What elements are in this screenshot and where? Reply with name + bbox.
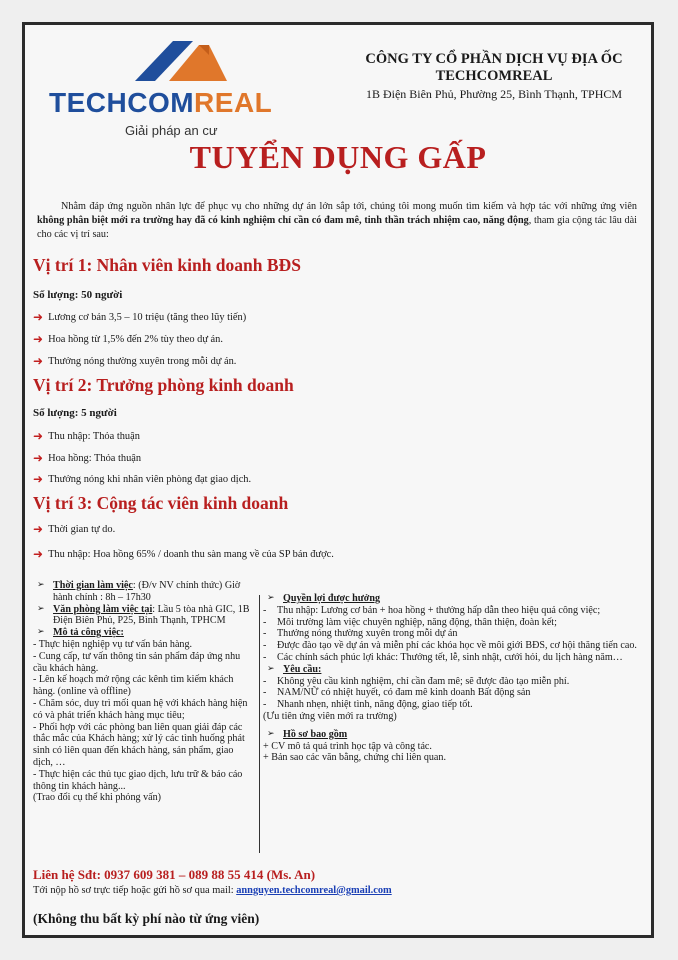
arrowhead-icon: ➢ xyxy=(267,593,275,603)
submit-text: Tới nộp hồ sơ trực tiếp hoặc gửi hồ sơ qua mail: xyxy=(33,885,237,896)
contact-phone: Liên hệ Sđt: 0937 609 381 – 089 88 55 414 (Ms. An) xyxy=(33,867,316,882)
requirement-item: - Nhanh nhẹn, nhiệt tình, năng động, giao tiếp tốt. xyxy=(263,699,473,711)
job-description-item: - Thực hiện nghiệp vụ tư vấn bán hàng. xyxy=(33,638,193,650)
job-description-label: Mô tả công việc: xyxy=(53,627,124,639)
position-2-quantity: Số lượng: 5 người xyxy=(33,407,117,419)
position-1-bullet: ➜ Hoa hồng từ 1,5% đến 2% tùy theo dự án. xyxy=(33,332,223,346)
requirements-header xyxy=(263,664,653,676)
requirement-item: - Không yêu cầu kinh nghiệm, chỉ cần đam mê; sẽ được đào tạo miễn phí. xyxy=(263,675,570,687)
email-link[interactable]: annguyen.techcomreal@gmail.com xyxy=(236,885,392,896)
position-2-bullet: ➜ Thu nhập: Thỏa thuận xyxy=(33,429,140,443)
logo-wordmark xyxy=(49,87,272,119)
job-description-item: - Chăm sóc, duy trì mối quan hệ với khách hàng hiện có và phát triển khách hàng mục tiêu; xyxy=(33,697,248,721)
position-3-title: Vị trí 3: Cộng tác viên kinh doanh xyxy=(33,493,289,513)
office-text: : Lầu 5 tòa nhà GIC, 1B Điện Biên Phủ, P25, Bình Thạnh, TPHCM xyxy=(53,603,250,627)
job-description-item: - Lên kế hoạch mở rộng các kênh tìm kiếm khách hàng. (online và offline) xyxy=(33,674,234,698)
documents-label: Hồ sơ bao gồm xyxy=(283,728,348,740)
no-fee-notice: (Không thu bất kỳ phí nào từ ứng viên) xyxy=(33,911,260,926)
job-details-column xyxy=(33,580,255,804)
work-time-text: : (Đ/v NV chính thức) Giờ hành chính : 8h – 17h30 xyxy=(53,580,241,603)
company-name-line1: CÔNG TY CỔ PHẦN DỊCH VỤ ĐỊA ỐC xyxy=(365,51,623,67)
arrow-right-icon: ➜ xyxy=(33,310,44,324)
job-description-header xyxy=(33,627,255,639)
position-1-quantity: Số lượng: 50 người xyxy=(33,289,123,301)
requirement-item: - NAM/NỮ có nhiệt huyết, có đam mê kinh doanh Bất động sản xyxy=(263,687,531,699)
company-address: 1B Điện Biên Phủ, Phường 25, Bình Thạnh, TPHCM xyxy=(365,87,623,101)
work-time-label: Thời gian làm việc xyxy=(53,580,133,591)
job-description-item: - Phối hợp với các phòng ban liên quan giải đáp các thắc mắc của Khách hàng; xử lý các tình huống phát sinh có liên quan đến khách hàng, sản phẩm, giao dịch, … xyxy=(33,721,245,768)
arrow-right-icon: ➜ xyxy=(33,472,44,486)
arrow-right-icon: ➜ xyxy=(33,522,44,536)
benefit-item: - Thu nhập: Lương cơ bản + hoa hồng + thưởng hấp dẫn theo hiệu quả công việc; xyxy=(263,604,601,616)
arrowhead-icon: ➢ xyxy=(267,728,275,739)
arrow-right-icon: ➜ xyxy=(33,547,44,561)
arrowhead-icon: ➢ xyxy=(267,663,275,674)
requirements-note: (Ưu tiên ứng viên mới ra trường) xyxy=(263,710,397,722)
document-item: + Bản sao các văn bằng, chứng chỉ liên quan. xyxy=(263,752,446,764)
arrowhead-icon: ➢ xyxy=(37,603,45,614)
arrowhead-icon: ➢ xyxy=(37,627,45,638)
benefits-header xyxy=(263,593,653,605)
work-time-item xyxy=(33,580,255,604)
job-description-item: - Cung cấp, tư vấn thông tin sản phẩm đáp ứng nhu cầu khách hàng. xyxy=(33,650,241,674)
arrow-right-icon: ➜ xyxy=(33,429,44,443)
house-roof-icon xyxy=(135,41,239,87)
logo-tagline: Giải pháp an cư xyxy=(125,123,218,138)
company-name xyxy=(333,51,655,85)
submit-instructions xyxy=(33,885,392,896)
page-title: TUYỂN DỤNG GẤP xyxy=(189,139,487,175)
arrowhead-icon: ➢ xyxy=(37,580,45,590)
job-description-item: - Thực hiện các thủ tục giao dịch, lưu trữ & báo cáo thông tin khách hàng... xyxy=(33,768,243,792)
benefit-item: - Thưởng nóng thường xuyên trong mỗi dự án xyxy=(263,628,458,640)
arrow-right-icon: ➜ xyxy=(33,332,44,346)
benefit-item: - Các chính sách phúc lợi khác: Thưởng tết, lễ, sinh nhật, cưới hỏi, du lịch hàng năm… xyxy=(263,651,623,663)
position-1-title: Vị trí 1: Nhân viên kinh doanh BĐS xyxy=(33,255,301,275)
office-item xyxy=(33,604,255,628)
intro-text-bold: không phân biệt mới ra trường hay đã có kinh nghiệm chỉ cần có đam mê, tinh thần trách nhiệm cao, năng động xyxy=(37,215,529,226)
position-1-bullet: ➜ Thưởng nóng thường xuyên trong mỗi dự án. xyxy=(33,354,237,368)
intro-paragraph xyxy=(37,200,637,242)
document-item: + CV mô tả quá trình học tập và công tác. xyxy=(263,740,432,752)
company-logo xyxy=(49,39,314,149)
logo-text-techcom: TECHCOM xyxy=(49,87,195,118)
benefits-label: Quyền lợi được hưởng xyxy=(283,593,381,604)
column-divider xyxy=(259,595,260,853)
position-3-bullet: ➜ Thu nhập: Hoa hồng 65% / doanh thu sàn mang về của SP bán được. xyxy=(33,547,334,561)
position-3-bullet: ➜ Thời gian tự do. xyxy=(33,522,116,536)
intro-text-2: , tham gia cộng tác lâu dài cho các vị trí sau: xyxy=(37,215,637,240)
office-label: Văn phòng làm việc tại xyxy=(53,603,153,615)
benefit-item: - Môi trường làm việc chuyên nghiệp, năng động, thân thiện, đoàn kết; xyxy=(263,616,557,628)
company-name-line2: TECHCOMREAL xyxy=(435,68,553,84)
flyer-frame xyxy=(22,22,654,938)
logo-text-real: REAL xyxy=(194,87,273,118)
job-description-note: (Trao đổi cụ thể khi phỏng vấn) xyxy=(33,792,162,804)
position-1-bullet: ➜ Lương cơ bản 3,5 – 10 triệu (tăng theo lũy tiến) xyxy=(33,310,247,324)
position-2-bullet: ➜ Thưởng nóng khi nhân viên phòng đạt giao dịch. xyxy=(33,472,252,486)
arrow-right-icon: ➜ xyxy=(33,451,44,465)
documents-header xyxy=(263,729,653,741)
intro-text-1: Nhằm đáp ứng nguồn nhân lực để phục vụ cho những dự án lớn sắp tới, chúng tôi mong muốn tìm kiếm và hợp tác với những ứng viên xyxy=(61,201,637,212)
benefit-item: - Được đào tạo về dự án và miễn phí các khóa học về môi giới BĐS, cơ hội thăng tiến cao. xyxy=(263,640,637,652)
arrow-right-icon: ➜ xyxy=(33,354,44,368)
requirements-label: Yêu cầu: xyxy=(283,663,322,675)
position-2-bullet: ➜ Hoa hồng: Thỏa thuận xyxy=(33,451,142,465)
position-2-title: Vị trí 2: Trưởng phòng kinh doanh xyxy=(33,375,294,395)
benefits-column xyxy=(263,593,653,764)
